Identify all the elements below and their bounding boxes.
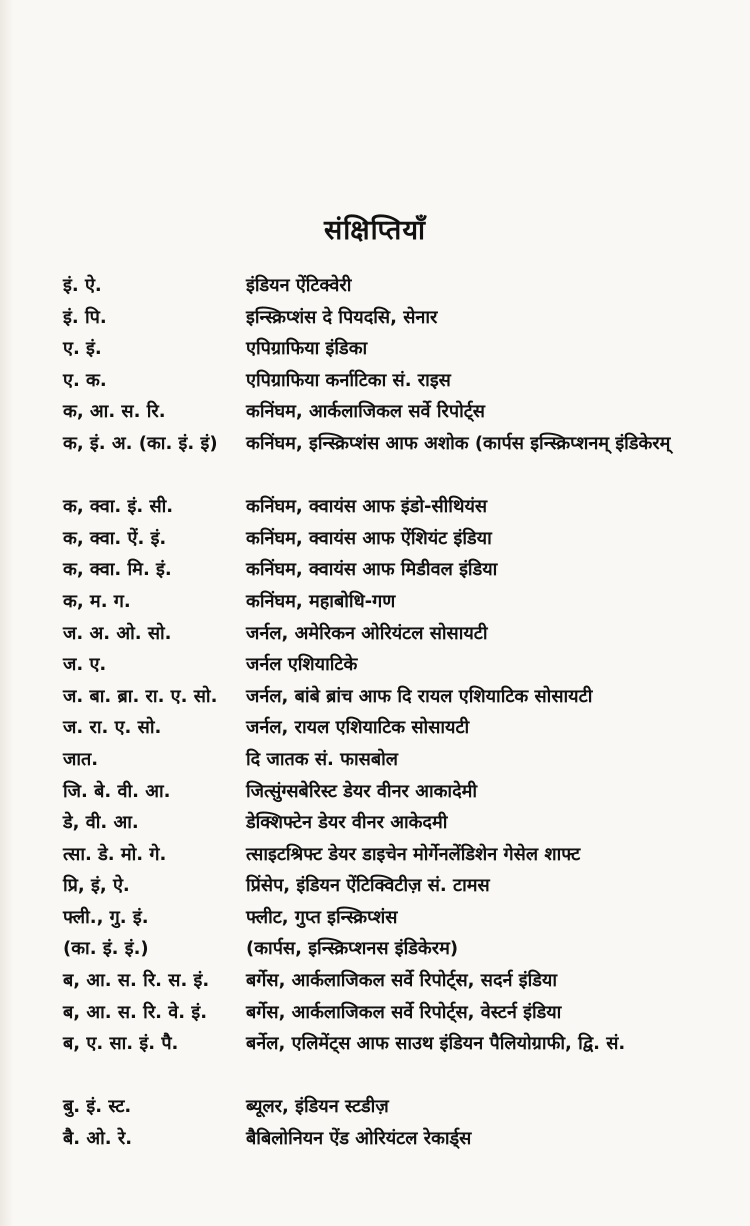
abbreviation: ज. अ. ओ. सो. xyxy=(63,622,172,644)
abbreviation: ज. ए. xyxy=(63,654,107,676)
expansion: एपिग्राफिया कर्नाटिका सं. राइस xyxy=(246,369,451,391)
abbreviation: ब, ए. सा. इं. पै. xyxy=(63,1033,179,1055)
abbreviation: डे, वी. आ. xyxy=(63,812,139,834)
abbreviation: त्सा. डे. मो. गे. xyxy=(63,843,167,865)
abbreviation: जात. xyxy=(63,748,99,770)
list-item xyxy=(0,839,750,871)
list-item xyxy=(0,333,750,365)
expansion: त्साइटश्रिफ्ट डेयर डाइचेन मोर्गेनलेंडिशेन गेसेल शाफ्ट xyxy=(246,843,581,865)
list-item xyxy=(0,933,750,965)
abbreviation: इं. ऐ. xyxy=(63,275,102,296)
abbreviation: बै. ओ. रे. xyxy=(63,1128,133,1150)
list-item xyxy=(0,302,750,334)
abbreviation: क, क्वा. ऐं. इं. xyxy=(63,527,167,549)
list-item xyxy=(0,554,750,586)
abbreviation: क, इं. अ. (का. इं. इं) xyxy=(63,432,218,454)
abbreviation: (का. इं. इं.) xyxy=(63,938,149,960)
abbreviation: क, म. ग. xyxy=(63,590,131,612)
expansion: कनिंघम, क्वायंस आफ ऐंशियंट इंडिया xyxy=(246,527,492,549)
abbreviation: ब, आ. स. रि. वे. इं. xyxy=(63,1001,208,1023)
list-item xyxy=(0,902,750,934)
expansion: बर्नेल, एलिमेंट्स आफ साउथ इंडियन पैलियोग्राफी, द्वि. सं. xyxy=(246,1033,626,1055)
list-item xyxy=(0,523,750,555)
expansion: एपिग्राफिया इंडिका xyxy=(246,338,368,360)
list-item xyxy=(0,807,750,839)
expansion: प्रिंसेप, इंडियन ऐंटिक्विटीज़ सं. टामस xyxy=(246,875,490,897)
list-item xyxy=(0,491,750,523)
list-item xyxy=(0,1091,750,1123)
list-item xyxy=(0,649,750,681)
expansion: कनिंघम, इन्स्क्रिप्शंस आफ अशोक (कार्पस इन्स्क्रिप्शनम् इंडिकेरम् xyxy=(246,432,671,454)
abbreviation: इं. पि. xyxy=(63,306,107,328)
expansion: कनिंघम, क्वायंस आफ इंडो-सीथियंस xyxy=(246,496,488,518)
expansion: डेक्शिफ्टेन डेयर वीनर आकेदमी xyxy=(246,812,448,834)
abbreviation: ज. बा. ब्रा. रा. ए. सो. xyxy=(63,685,218,707)
abbreviation: फ्ली., गु. इं. xyxy=(63,906,149,928)
abbreviation: प्रि, इं, ऐ. xyxy=(63,875,130,897)
page-title: संक्षिप्तियाँ xyxy=(324,215,426,246)
list-item xyxy=(0,618,750,650)
expansion: इन्स्क्रिप्शंस दे पियदसि, सेनार xyxy=(246,306,438,328)
expansion: इंडियन ऐंटिक्वेरी xyxy=(246,275,352,296)
abbreviation: क, आ. स. रि. xyxy=(63,401,166,423)
list-item xyxy=(0,712,750,744)
abbreviation: क, क्वा. मि. इं. xyxy=(63,559,172,581)
abbreviation-list xyxy=(0,270,750,1155)
list-item xyxy=(0,428,750,491)
list-item xyxy=(0,1028,750,1091)
abbreviation: ए. क. xyxy=(63,369,107,391)
abbreviation: क, क्वा. इं. सी. xyxy=(63,496,174,518)
expansion: ब्यूलर, इंडियन स्टडीज़ xyxy=(246,1096,389,1118)
list-item xyxy=(0,776,750,808)
expansion: कनिंघम, आर्कलाजिकल सर्वे रिपोर्ट्स xyxy=(246,401,485,423)
list-item xyxy=(0,870,750,902)
expansion: दि जातक सं. फासबोल xyxy=(246,748,398,770)
abbreviation: बु. इं. स्ट. xyxy=(63,1096,132,1118)
expansion: फ्लीट, गुप्त इन्स्क्रिप्शंस xyxy=(246,906,398,928)
expansion: जर्नल, रायल एशियाटिक सोसायटी xyxy=(246,717,470,739)
expansion: (कार्पस, इन्स्क्रिप्शनस इंडिकेरम) xyxy=(246,938,459,960)
list-item xyxy=(0,365,750,397)
list-item xyxy=(0,681,750,713)
expansion: बर्गेस, आर्कलाजिकल सर्वे रिपोर्ट्स, वेस्टर्न इंडिया xyxy=(246,1001,562,1023)
expansion: बर्गेस, आर्कलाजिकल सर्वे रिपोर्ट्स, सदर्न इंडिया xyxy=(246,970,557,992)
list-item xyxy=(0,270,750,302)
expansion: जर्नल, अमेरिकन ओरियंटल सोसायटी xyxy=(246,622,488,644)
expansion: कनिंघम, महाबोधि-गण xyxy=(246,590,396,612)
expansion: कनिंघम, क्वायंस आफ मिडीवल इंडिया xyxy=(246,559,498,581)
list-item xyxy=(0,1123,750,1155)
expansion: जर्नल एशियाटिके xyxy=(246,654,358,676)
list-item xyxy=(0,586,750,618)
list-item xyxy=(0,997,750,1029)
expansion: बैबिलोनियन ऐंड ओरियंटल रेकार्ड्स xyxy=(246,1128,472,1150)
abbreviation: ज. रा. ए. सो. xyxy=(63,717,162,739)
expansion: जर्नल, बांबे ब्रांच आफ दि रायल एशियाटिक सोसायटी xyxy=(246,685,593,707)
abbreviation: जि. बे. वी. आ. xyxy=(63,780,171,802)
list-item xyxy=(0,396,750,428)
list-item xyxy=(0,744,750,776)
abbreviation: ब, आ. स. रि. स. इं. xyxy=(63,970,210,992)
expansion: जित्सुंग्सबेरिस्ट डेयर वीनर आकादेमी xyxy=(246,780,478,802)
list-item xyxy=(0,965,750,997)
abbreviation: ए. इं. xyxy=(63,338,102,360)
